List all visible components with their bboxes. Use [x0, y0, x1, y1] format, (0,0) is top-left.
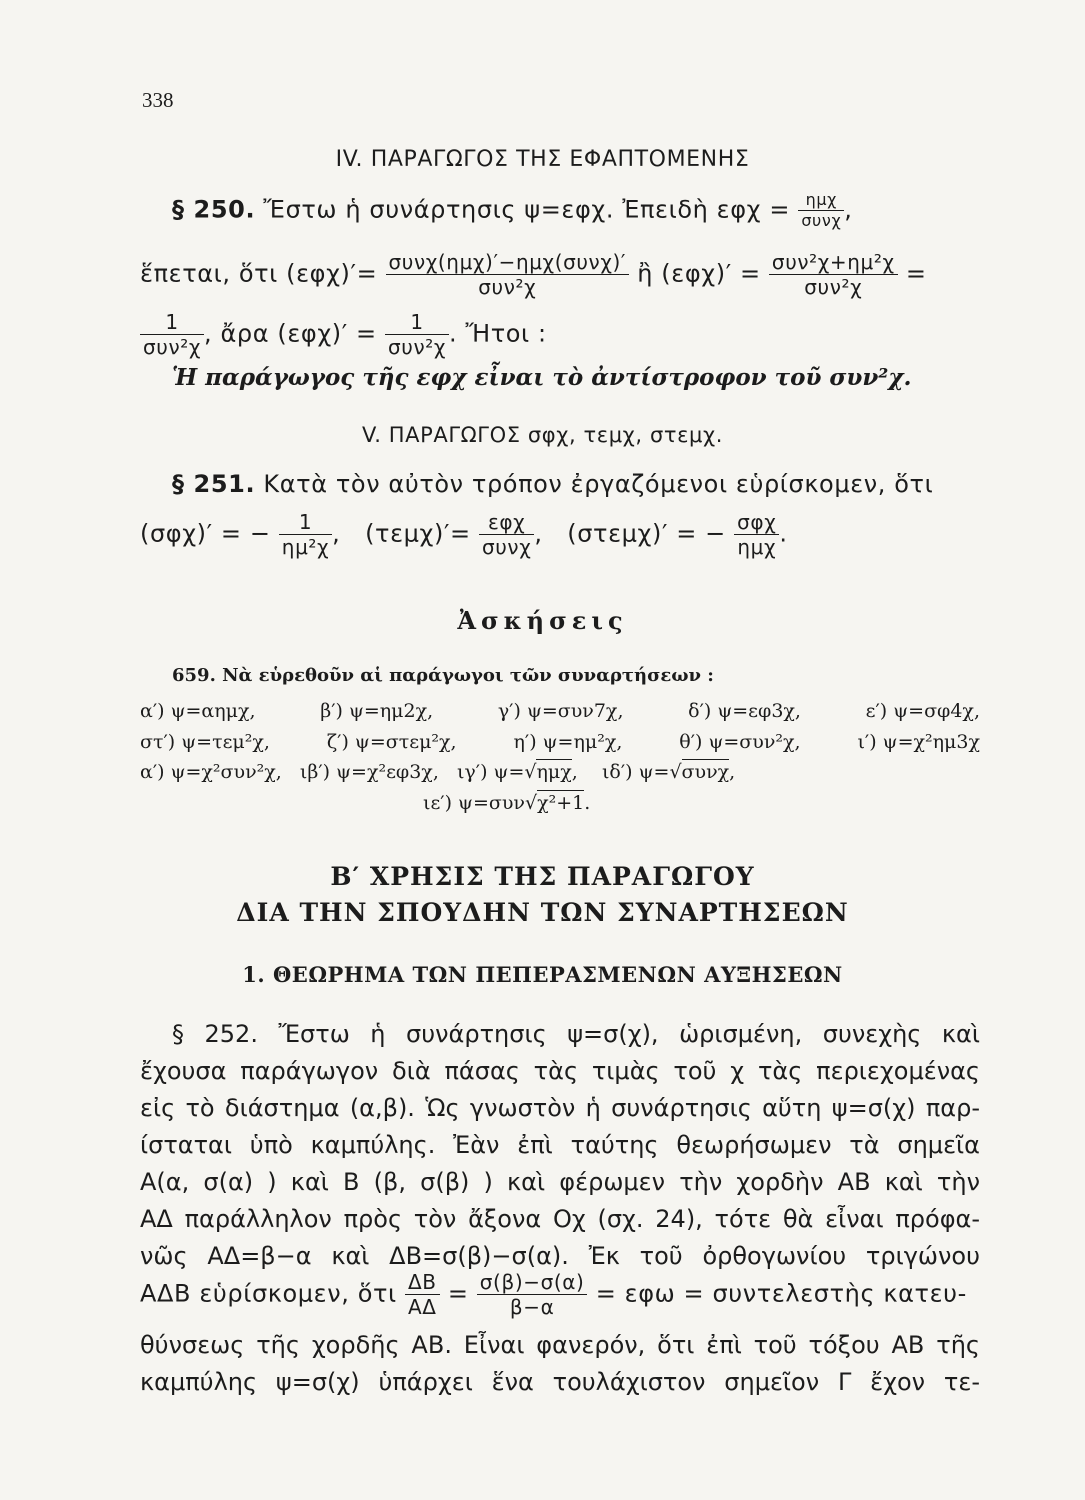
s250-text2a: ἕπεται, ὅτι (εφχ)′=	[140, 259, 378, 288]
s252-paragraph	[140, 1016, 980, 1275]
s251-cot-fraction	[279, 512, 332, 557]
s250-text3a: ἄρα (εφχ)′ =	[220, 319, 377, 348]
text-line: ΑΔ παράλληλον πρὸς τὸν ἄξονα Οχ (σχ. 24), τότε θὰ εἶναι πρόφα-	[140, 1205, 980, 1233]
numerator: συνχ(ημχ)′−ημχ(συνχ)′	[388, 250, 627, 274]
period: .	[584, 792, 591, 814]
s250-line1: § 250. Ἔστω ἡ συνάρτησις ψ=εφχ. Ἐπειδὴ εφχ = $\frac{\text{ημχ}}{\text{συνχ}}$ ,	[172, 190, 853, 230]
denominator: συνχ	[479, 534, 534, 557]
equals-sign: =	[447, 1279, 469, 1308]
denominator: συν²χ	[140, 334, 204, 357]
sqrt-sign-icon: √	[524, 761, 537, 783]
s250-theorem: Ἡ παράγωγος τῆς εφχ εἶναι τὸ ἀντίστροφον τοῦ συν²χ.	[172, 364, 912, 391]
text-segment: ΑΔΒ εὑρίσκομεν, ὅτι	[140, 1279, 397, 1308]
sqrt-sign-icon: √	[669, 761, 682, 783]
exercise-item: η′) ψ=ημ²χ,	[513, 731, 623, 753]
s251-csc-lhs: (στεμχ)′ = −	[567, 519, 726, 548]
s250-fraction-quotient	[386, 252, 630, 297]
exercise-item: ιγ′) ψ=	[456, 761, 525, 783]
exercise-item: α′) ψ=αημχ,	[140, 700, 256, 722]
s251-sec-lhs: (τεμχ)′=	[365, 519, 471, 548]
denominator: συν²χ	[769, 274, 898, 297]
s250-text2b: ἢ (εφχ)′ =	[637, 259, 761, 288]
exercise-item: ιε′) ψ=συν	[423, 792, 525, 814]
exercise-item: ζ′) ψ=στεμ²χ,	[326, 731, 457, 753]
text-line: καμπύλης ψ=σ(χ) ὑπάρχει ἕνα τουλάχιστον σημεῖον Γ ἔχον τε-	[140, 1368, 980, 1396]
s250-fraction-sum	[769, 252, 898, 297]
exercise-item: ιδ′) ψ=	[601, 761, 670, 783]
denominator: συνχ	[798, 210, 844, 229]
difference-fraction	[477, 1272, 588, 1317]
exercise-item: στ′) ψ=τεμ²χ,	[140, 731, 270, 753]
exercise-item: γ′) ψ=συν7χ,	[497, 700, 624, 722]
part-b-title-line2: ΔΙΑ ΤΗΝ ΣΠΟΥΔΗΝ ΤΩΝ ΣΥΝΑΡΤΗΣΕΩΝ	[236, 898, 849, 927]
part-b-title-line1: Β′ ΧΡΗΣΙΣ ΤΗΣ ΠΑΡΑΓΩΓΟΥ	[330, 862, 755, 891]
s250-line2: ἕπεται, ὅτι (εφχ)′= $\frac{\text{συνχ(ημχ)′−ημχ(συνχ)′}}{\text{συν²χ}}$ ἢ (εφχ)′ = $\frac{\text{συν²χ+ημ²χ}}{\text{συν²χ}}$ =	[140, 250, 927, 299]
text-line: ίσταται ὑπὸ καμπύλης. Ἐὰν ἐπὶ ταύτης θεωρήσωμεν τὰ σημεῖα	[140, 1131, 980, 1159]
denominator: συν²χ	[385, 334, 449, 357]
s251-text1: Κατὰ τὸν αὐτὸν τρόπον ἐργαζόμενοι εὑρίσκομεν, ὅτι	[263, 470, 934, 498]
ratio-fraction	[405, 1272, 440, 1317]
s251-number: § 251.	[172, 470, 256, 498]
numerator: σφχ	[737, 510, 777, 534]
text-line: θύνσεως τῆς χορδῆς ΑΒ. Εἶναι φανερόν, ὅτι ἐπὶ τοῦ τόξου ΑΒ τῆς	[140, 1331, 980, 1359]
radicand: συνχ	[681, 761, 730, 783]
s251-formulas: (σφχ)′ = − $\frac{1}{\text{ημ²χ}}$ , (τεμχ)′= $\frac{\text{εφχ}}{\text{συνχ}}$ , (στεμχ)′ = − $\frac{\text{σφχ}}{\text{ημχ}}$ .	[140, 510, 788, 559]
s250-text3b: Ἤτοι :	[465, 319, 547, 348]
ex659-row3	[140, 761, 735, 783]
numerator: ημχ	[805, 190, 837, 209]
numerator: 1	[298, 510, 313, 534]
exercise-item: ιβ′) ψ=χ²εφ3χ,	[299, 761, 439, 783]
s250-fraction-tan	[798, 192, 844, 229]
s250-line3: $\frac{1}{\text{συν²χ}}$ , ἄρα (εφχ)′ = $\frac{1}{\text{συν²χ}}$ . Ἤτοι :	[140, 312, 547, 357]
exercise-item: β′) ψ=ημ2χ,	[320, 700, 434, 722]
s251-cot-lhs: (σφχ)′ = −	[140, 519, 271, 548]
exercises-title: Ἀσκήσεις	[457, 606, 628, 635]
numerator: συν²χ+ημ²χ	[771, 250, 895, 274]
text-line: νῶς ΑΔ=β−α καὶ ΔΒ=σ(β)−σ(α). Ἐκ τοῦ ὀρθογωνίου τριγώνου	[140, 1242, 980, 1270]
denominator: συν²χ	[386, 274, 630, 297]
ex659-row2	[140, 731, 980, 753]
section-title: 1. ΘΕΩΡΗΜΑ ΤΩΝ ΠΕΠΕΡΑΣΜΕΝΩΝ ΑΥΞΗΣΕΩΝ	[242, 962, 843, 987]
page-number: 338	[142, 88, 174, 112]
comma: ,	[571, 761, 578, 783]
exercise-item: θ′) ψ=συν²χ,	[679, 731, 801, 753]
numerator: 1	[165, 310, 179, 334]
denominator: ημ²χ	[279, 534, 332, 557]
s250-number: § 250.	[172, 195, 256, 224]
ex659-row4	[423, 792, 590, 814]
s251-sec-fraction	[479, 512, 534, 557]
numerator: 1	[410, 310, 424, 334]
s251-line1	[172, 470, 933, 498]
s251-csc-fraction	[734, 512, 779, 557]
sqrt-sign-icon: √	[524, 792, 538, 814]
numerator: εφχ	[487, 510, 526, 534]
heading-iv: IV. ΠΑΡΑΓΩΓΟΣ ΤΗΣ ΕΦΑΠΤΟΜΕΝΗΣ	[335, 147, 750, 172]
denominator: β−α	[477, 1294, 588, 1317]
text-segment: = εφω = συντελεστὴς κατευ-	[595, 1279, 967, 1308]
text-line: ἔχουσα παράγωγον διὰ πάσας τὰς τιμὰς τοῦ χ τὰς περιεχομένας	[140, 1057, 980, 1085]
s252-tail	[140, 1327, 980, 1401]
denominator: ημχ	[734, 534, 779, 557]
radicand: ημχ	[536, 761, 572, 783]
exercise-item: ι′) ψ=χ²ημ3χ	[857, 731, 980, 753]
exercise-item: ε′) ψ=σφ4χ,	[865, 700, 980, 722]
text-line: § 252. Ἔστω ἡ συνάρτησις ψ=σ(χ), ὡρισμένη, συνεχὴς καὶ	[172, 1020, 980, 1048]
s250-fraction-one-b	[385, 312, 449, 357]
heading-v: V. ΠΑΡΑΓΩΓΟΣ σφχ, τεμχ, στεμχ.	[361, 423, 724, 447]
comma: ,	[729, 761, 736, 783]
ex659-row1	[140, 700, 980, 722]
exercise-item: α′) ψ=χ²συν²χ,	[140, 761, 282, 783]
s252-equation-line	[140, 1272, 980, 1317]
exercise-item: δ′) ψ=εφ3χ,	[688, 700, 801, 722]
text-line: εἰς τὸ διάστημα (α,β). Ὡς γνωστὸν ἡ συνάρτησις αὕτη ψ=σ(χ) παρ-	[140, 1094, 980, 1122]
denominator: ΑΔ	[405, 1294, 440, 1317]
text-line: Α(α, σ(α) ) καὶ Β (β, σ(β) ) καὶ φέρωμεν τὴν χορδὴν ΑΒ καὶ τὴν	[140, 1168, 980, 1196]
s250-fraction-one-a	[140, 312, 204, 357]
numerator: ΔΒ	[407, 1270, 437, 1294]
ex659-title: 659. Νὰ εὑρεθοῦν αἱ παράγωγοι τῶν συναρτήσεων :	[172, 665, 714, 686]
s250-text1: Ἔστω ἡ συνάρτησις ψ=εφχ. Ἐπειδὴ εφχ =	[263, 195, 791, 224]
numerator: σ(β)−σ(α)	[479, 1270, 585, 1294]
radicand: χ²+1	[537, 792, 585, 814]
